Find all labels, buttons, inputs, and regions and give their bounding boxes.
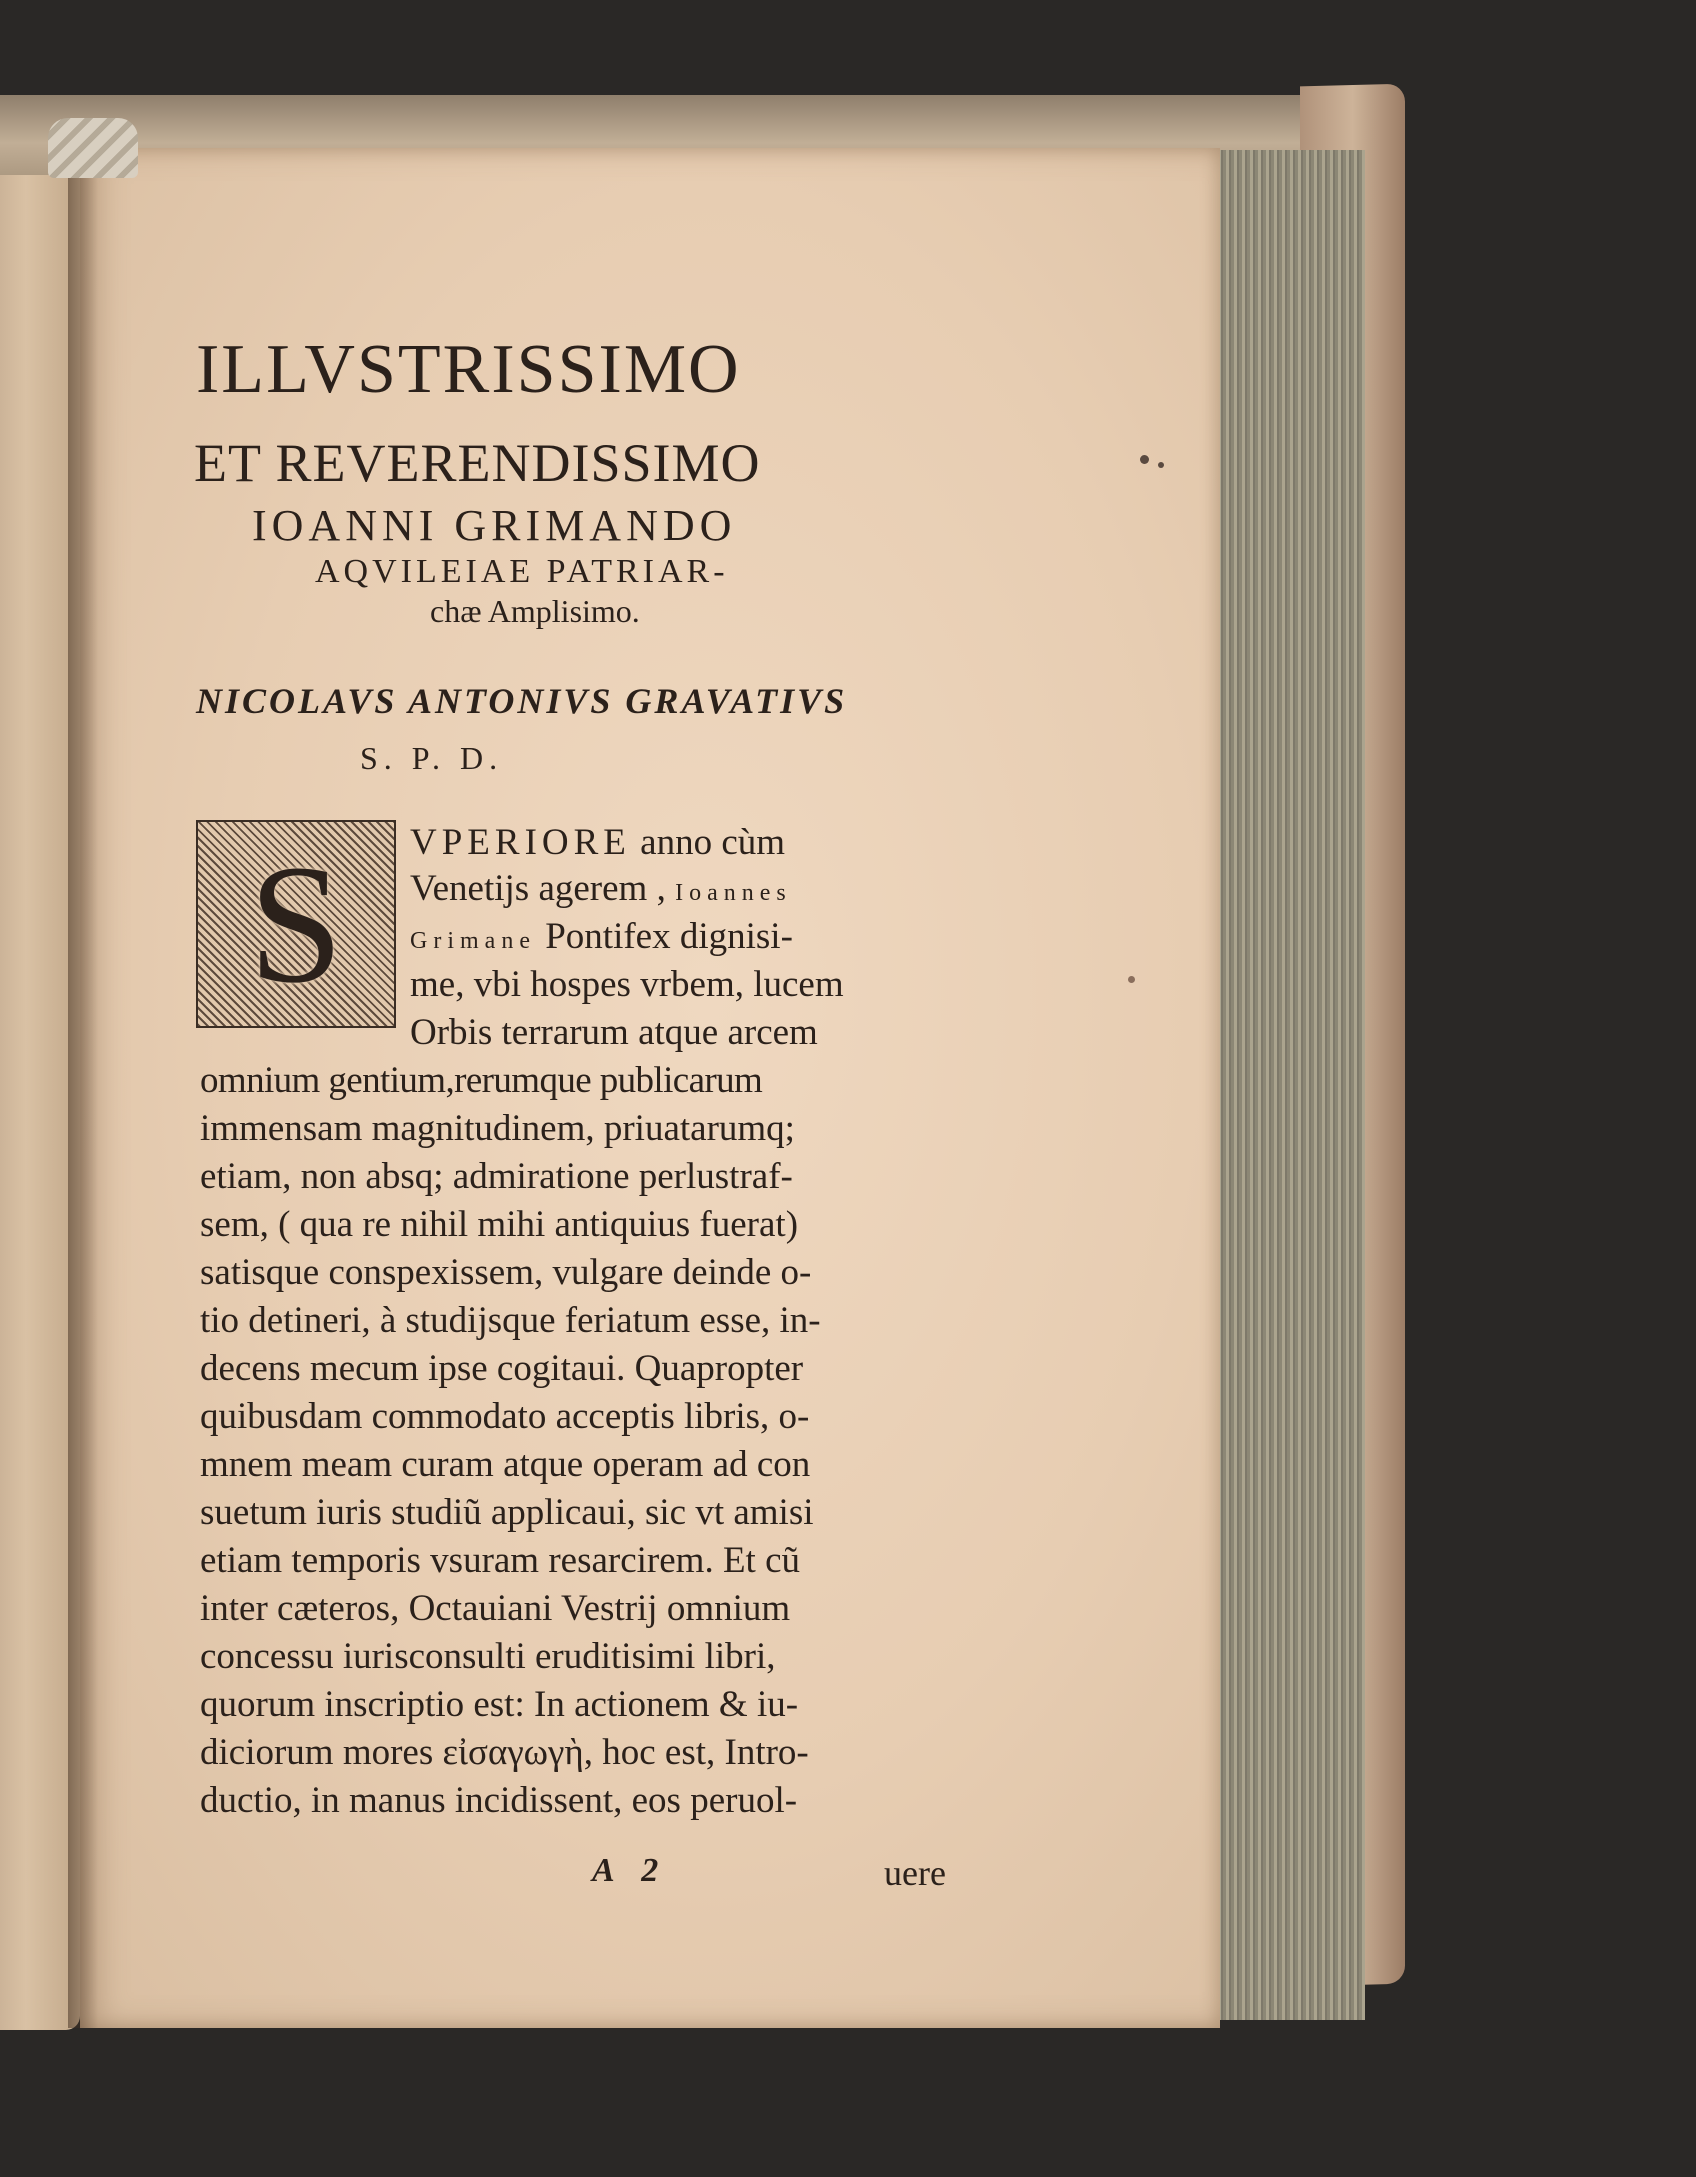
body-line-10: satisque conspexissem, vulgare deinde o- bbox=[200, 1252, 812, 1293]
body-line-7: immensam magnitudinem, priuatarumq; bbox=[200, 1108, 795, 1149]
body-line-16: etiam temporis vsuram resarcirem. Et cũ bbox=[200, 1540, 801, 1581]
fore-edge-pages bbox=[1212, 150, 1365, 2020]
ink-speck bbox=[1128, 976, 1135, 983]
body-line-14: mnem meam curam atque operam ad con bbox=[200, 1444, 811, 1485]
heading-line-3: IOANNI GRIMANDO bbox=[252, 501, 737, 550]
body-text: Pontifex dignisi- bbox=[535, 916, 793, 957]
gutter-shadow bbox=[68, 148, 98, 2028]
heading-line-2: ET REVERENDISSIMO bbox=[194, 433, 761, 493]
body-line-1 bbox=[410, 824, 785, 861]
body-line-13: quibusdam commodato acceptis libris, o- bbox=[200, 1396, 810, 1437]
signature-mark: A 2 bbox=[592, 1852, 669, 1889]
body-line-17: inter cæteros, Octauiani Vestrij omnium bbox=[200, 1588, 791, 1629]
body-line-18: concessu iurisconsulti eruditisimi libri, bbox=[200, 1636, 776, 1677]
initial-letter: S bbox=[248, 830, 344, 1018]
body-line-11: tio detineri, à studijsque feriatum esse, in- bbox=[200, 1300, 821, 1341]
body-line-8: etiam, non absq; admiratione perlustraf- bbox=[200, 1156, 793, 1197]
body-line-5: Orbis terrarum atque arcem bbox=[410, 1012, 818, 1053]
body-line-2 bbox=[410, 870, 792, 907]
heading-line-5: chæ Amplisimo. bbox=[430, 593, 640, 629]
body-line-6: omnium gentium,rerumque publicarum bbox=[200, 1060, 763, 1101]
body-line-20: diciorum mores εἰσαγωγὴ, hoc est, Intro- bbox=[200, 1732, 809, 1773]
headband bbox=[48, 118, 138, 178]
decorated-initial bbox=[196, 820, 396, 1028]
author-name: NICOLAVS ANTONIVS GRAVATIVS bbox=[196, 681, 848, 721]
opening-word: VPERIORE bbox=[410, 822, 631, 863]
name-smallcaps: Ioannes bbox=[675, 880, 792, 906]
body-line-9: sem, ( qua re nihil mihi antiquius fuerat) bbox=[200, 1204, 799, 1245]
body-line-21: ductio, in manus incidissent, eos peruol- bbox=[200, 1780, 798, 1821]
name-smallcaps: Grimane bbox=[410, 928, 536, 954]
body-line-4: me, vbi hospes vrbem, lucem bbox=[410, 964, 844, 1005]
ink-speck bbox=[1158, 462, 1164, 468]
heading-line-1: ILLVSTRISSIMO bbox=[196, 331, 741, 408]
body-line-3 bbox=[410, 918, 793, 955]
body-text: anno cùm bbox=[630, 822, 786, 863]
body-text: Venetijs agerem , bbox=[410, 868, 676, 909]
body-line-15: suetum iuris studiũ applicaui, sic vt amisi bbox=[200, 1492, 814, 1533]
body-line-12: decens mecum ipse cogitaui. Quapropter bbox=[200, 1348, 804, 1389]
body-line-19: quorum inscriptio est: In actionem & iu- bbox=[200, 1684, 799, 1725]
catchword: uere bbox=[884, 1853, 946, 1893]
salutation: S. P. D. bbox=[360, 740, 504, 776]
ink-speck bbox=[1140, 455, 1149, 464]
heading-line-4: AQVILEIAE PATRIAR- bbox=[315, 553, 729, 590]
